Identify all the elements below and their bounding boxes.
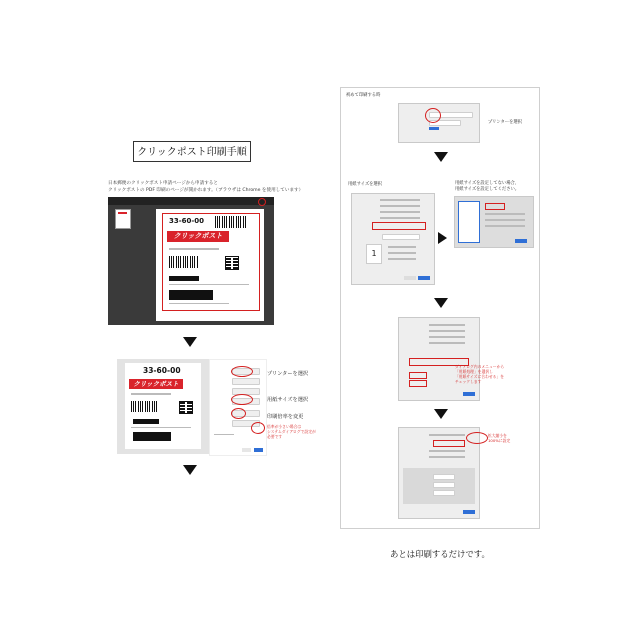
- barcode-top: [215, 216, 247, 228]
- cancel-button[interactable]: [242, 448, 251, 452]
- preview-label: [125, 363, 201, 449]
- print-button[interactable]: [254, 448, 263, 452]
- print-preview: [117, 359, 209, 454]
- custom-paper-dialog: [454, 196, 534, 248]
- down-arrow-icon: [183, 465, 197, 475]
- first-time-heading: 初めて印刷する時: [346, 93, 381, 98]
- annotation-settings: 印刷倍率を変更: [267, 414, 304, 420]
- annotation-paper: 用紙サイズを選択: [267, 397, 309, 403]
- intro-line-2: クリックポストの PDF 印刷のページが開かれます。（ブラウザは Chrome を使用しています）: [108, 188, 304, 193]
- barcode-middle: [169, 256, 199, 268]
- scale-note: 拡大縮小を 100%に設定: [488, 433, 511, 443]
- label-banner: クリックポスト: [167, 231, 229, 242]
- system-print-dialog-3: [398, 317, 480, 401]
- scale-highlight: [231, 408, 246, 419]
- clickpost-label: [162, 213, 260, 311]
- annotation-note: 倍率が小さい場合は システムダイアログで設定が 必要です: [267, 424, 316, 439]
- print-icon-highlight: [258, 198, 266, 206]
- paper-note: 用紙サイズを設定してない場合、 用紙サイズを設定してください。: [455, 181, 520, 192]
- right-arrow-icon: [438, 232, 447, 244]
- printer-dropdown-highlight: [425, 108, 441, 123]
- paper-highlight: [231, 394, 253, 405]
- final-message: あとは印刷するだけです。: [390, 549, 490, 559]
- annotation-paper-size: 用紙サイズを選択: [348, 182, 383, 187]
- pdf-viewer-screenshot: [108, 197, 274, 325]
- intro-text: [108, 180, 303, 194]
- preview-qr-code: [179, 401, 193, 414]
- system-print-dialog-2: [351, 193, 435, 285]
- pdf-page: [156, 209, 264, 321]
- system-print-dialog-1: [398, 103, 480, 143]
- printer-highlight: [231, 366, 253, 377]
- label-number: 33-60-00: [169, 217, 205, 225]
- down-arrow-icon: [434, 409, 448, 419]
- down-arrow-icon: [434, 298, 448, 308]
- page-title: クリックポスト印刷手順: [133, 141, 251, 162]
- system-dialog-highlight: [251, 422, 265, 434]
- intro-line-1: 日本郵便のクリックポスト申請ページから申請すると: [108, 181, 218, 186]
- annotation-printer-select: プリンターを選択: [488, 120, 523, 125]
- preview-label-number: 33-60-00: [143, 366, 181, 375]
- paper-handling-note: ダイアログ内のメニューから 「用紙処理」を選択し 「用紙サイズに合わせる」を チェックします: [455, 364, 505, 384]
- page-count: 1: [366, 244, 382, 264]
- annotation-printer: プリンターを選択: [267, 371, 309, 377]
- page-thumbnail[interactable]: [115, 209, 131, 229]
- down-arrow-icon: [434, 152, 448, 162]
- down-arrow-icon: [183, 337, 197, 347]
- pdf-viewer-toolbar: [108, 197, 274, 205]
- paper-size-highlight: [372, 222, 426, 230]
- pages-select[interactable]: [232, 378, 260, 385]
- preview-label-banner: クリックポスト: [129, 379, 183, 389]
- qr-code: [225, 256, 239, 270]
